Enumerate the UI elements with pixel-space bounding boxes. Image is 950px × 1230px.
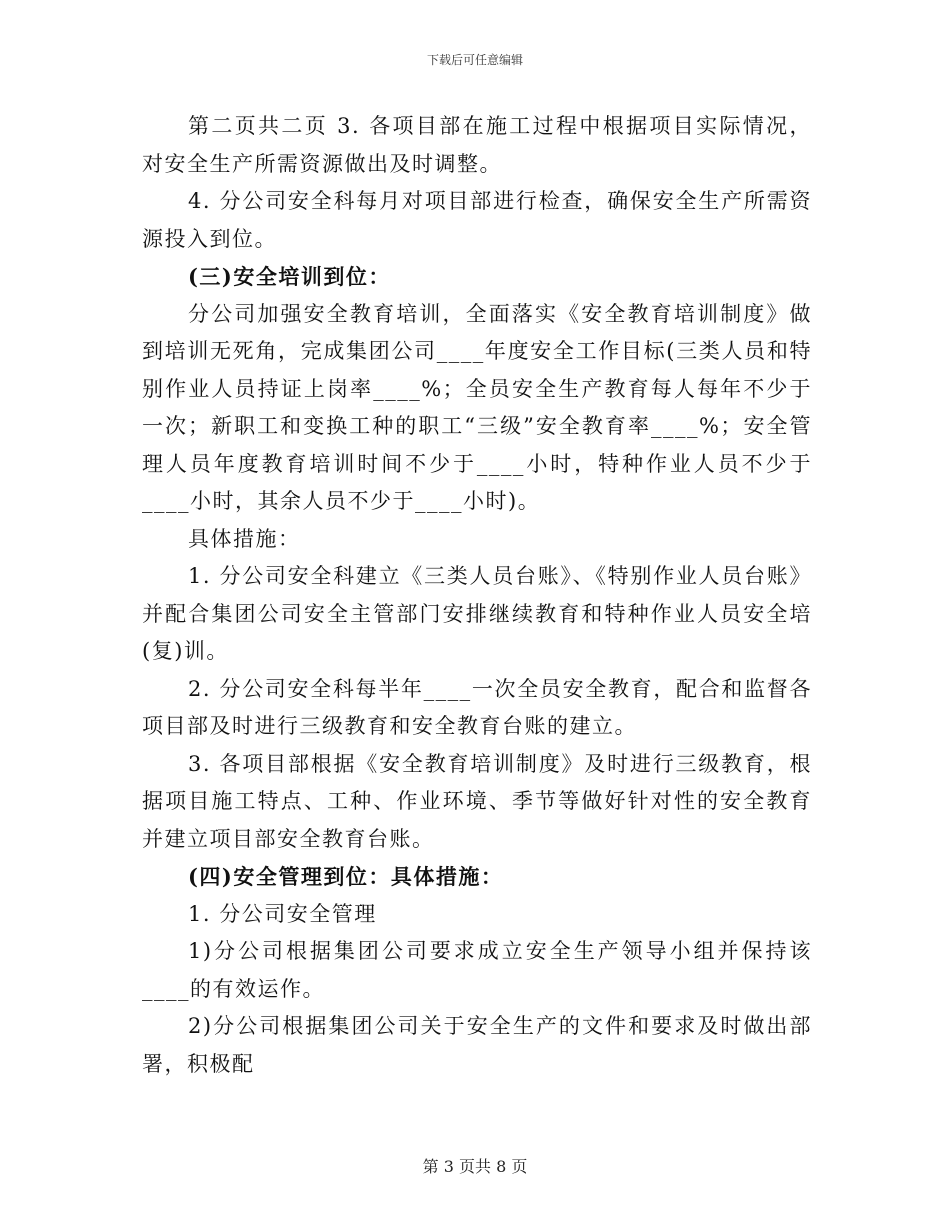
paragraph-specific-measures: 具体措施：	[188, 526, 301, 551]
section-heading-training: (三)安全培训到位：	[188, 264, 391, 289]
document-body	[142, 108, 812, 1083]
paragraph-resource-adjustment: 第二页共二页 3. 各项目部在施工过程中根据项目实际情况，对安全生产所需资源做出及时调整。	[142, 114, 812, 176]
paragraph-management-1: 1. 分公司安全管理	[188, 901, 377, 926]
section-heading-management: (四)安全管理到位：具体措施：	[188, 864, 504, 889]
paragraph-measure-3: 3. 各项目部根据《安全教育培训制度》及时进行三级教育，根据项目施工特点、工种、作业环境、季节等做好针对性的安全教育并建立项目部安全教育台账。	[142, 751, 812, 851]
paragraph-training-goals: 分公司加强安全教育培训，全面落实《安全教育培训制度》做到培训无死角，完成集团公司____年度安全工作目标(三类人员和特别作业人员持证上岗率____%；全员安全生产教育每人每年不少于一次；新职工和变换工种的职工“三级”安全教育率____%；安全管理人员年度教育培训时间不少于____小时，特种作业人员不少于____小时，其余人员不少于____小时)。	[142, 301, 812, 513]
page-header: 下载后可任意编辑	[426, 53, 523, 67]
page-footer: 第 3 页共 8 页	[422, 1157, 528, 1176]
paragraph-management-1-1: 1)分公司根据集团公司要求成立安全生产领导小组并保持该____的有效运作。	[142, 939, 812, 1001]
paragraph-measure-2: 2. 分公司安全科每半年____一次全员安全教育，配合和监督各项目部及时进行三级教育和安全教育台账的建立。	[142, 676, 812, 738]
paragraph-monthly-inspection: 4. 分公司安全科每月对项目部进行检查，确保安全生产所需资源投入到位。	[142, 189, 812, 251]
paragraph-management-1-2: 2)分公司根据集团公司关于安全生产的文件和要求及时做出部署，积极配	[142, 1014, 812, 1076]
paragraph-measure-1: 1. 分公司安全科建立《三类人员台账》、《特别作业人员台账》并配合集团公司安全主管部门安排继续教育和特种作业人员安全培(复)训。	[142, 564, 812, 663]
